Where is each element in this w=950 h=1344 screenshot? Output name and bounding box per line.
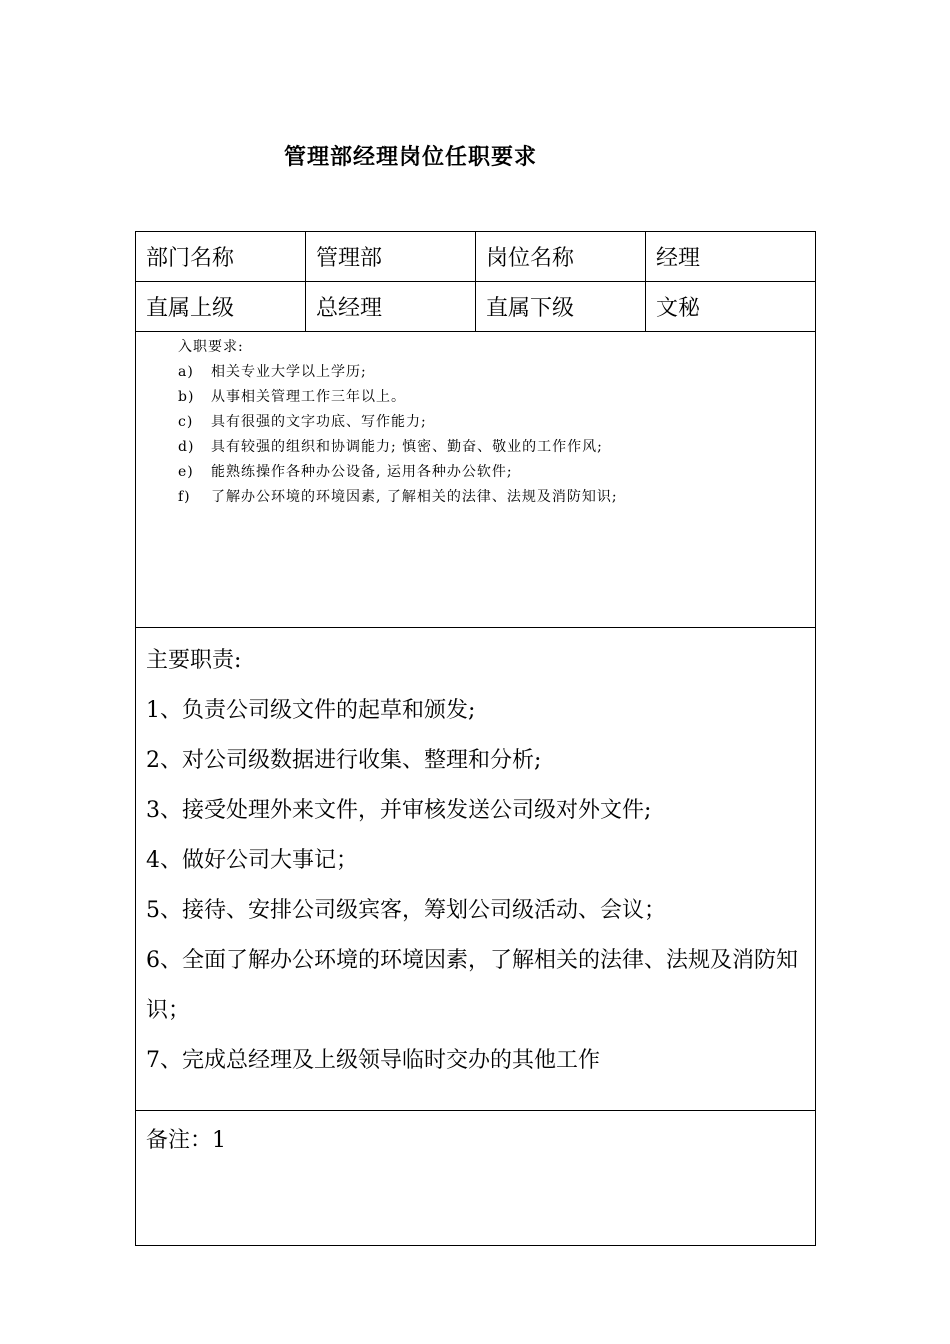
dept-value: 管理部 [306,232,476,282]
position-label: 岗位名称 [476,232,646,282]
duty-item: 7、完成总经理及上级领导临时交办的其他工作 [146,1048,600,1073]
requirement-item [178,385,815,410]
requirement-marker: e) [178,464,194,480]
requirements-heading: 入职要求: [178,339,244,355]
duty-item: 3、接受处理外来文件，并审核发送公司级对外文件; [146,798,652,823]
position-value: 经理 [646,232,816,282]
requirements-cell [136,332,816,628]
requirement-marker: f) [178,489,191,505]
requirement-item [178,485,815,510]
header-row-2 [136,282,816,332]
duties-section [136,628,815,1086]
requirement-text: 从事相关管理工作三年以上。 [211,389,406,405]
duties-heading: 主要职责: [146,648,242,673]
note-text: 备注：1 [146,1128,226,1153]
duties-row [136,628,816,1111]
subordinate-label: 直属下级 [476,282,646,332]
page-title: 管理部经理岗位任职要求 [284,144,538,170]
requirement-text: 具有很强的文字功底、写作能力; [211,414,427,430]
duties-cell [136,628,816,1111]
requirement-marker: c) [178,414,194,430]
duty-item: 5、接待、安排公司级宾客，筹划公司级活动、会议； [146,898,666,923]
subordinate-value: 文秘 [646,282,816,332]
requirement-marker: d) [178,439,195,455]
dept-label: 部门名称 [136,232,306,282]
requirement-item [178,410,815,435]
note-row [136,1111,816,1246]
requirement-item [178,460,815,485]
requirement-text: 具有较强的组织和协调能力; 慎密、勤奋、敬业的工作作风; [211,439,603,455]
requirements-row [136,332,816,628]
job-requirements-table [135,231,816,1246]
requirement-text: 了解办公环境的环境因素, 了解相关的法律、法规及消防知识; [211,489,618,505]
header-row-1 [136,232,816,282]
requirements-section [136,332,815,510]
superior-value: 总经理 [306,282,476,332]
note-cell [136,1111,816,1246]
requirement-item [178,360,815,385]
superior-label: 直属上级 [136,282,306,332]
requirement-text: 相关专业大学以上学历; [211,364,367,380]
requirement-marker: a) [178,364,194,380]
requirement-marker: b) [178,389,195,405]
duty-item: 1、负责公司级文件的起草和颁发; [146,698,476,723]
duty-item: 6、全面了解办公环境的环境因素，了解相关的法律、法规及消防知识； [146,948,798,1023]
requirement-text: 能熟练操作各种办公设备, 运用各种办公软件; [211,464,513,480]
duty-item: 4、做好公司大事记； [146,848,358,873]
duty-item: 2、对公司级数据进行收集、整理和分析; [146,748,542,773]
requirement-item [178,435,815,460]
